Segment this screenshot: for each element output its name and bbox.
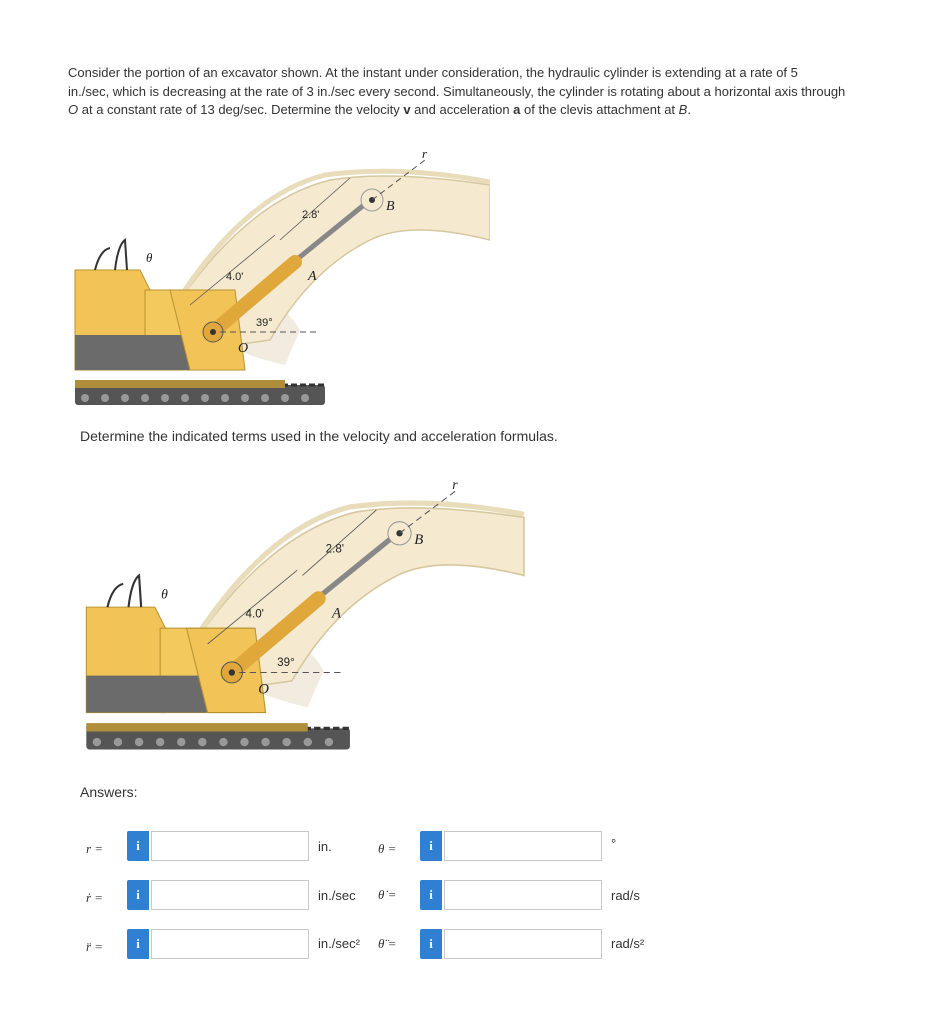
label-b: B [386,199,395,214]
var-theta-label: θ = [378,841,397,856]
excavator-figure-1 [70,140,490,415]
problem-line-2: in./sec, which is decreasing at the rate of 3 in./sec every second. Simultaneously, the cylinder is rotating about a horizontal axis through [68,83,846,99]
info-icon-theta[interactable]: i [420,831,442,861]
dim-2-8: 2.8' [325,542,345,556]
var-rdot-label: ṙ = [86,890,104,905]
answers-label: Answers: [80,784,138,800]
thetaddot-input[interactable] [444,929,602,959]
label-o: O [258,681,269,698]
pin-o-center [229,669,235,675]
problem-line-1: Consider the portion of an excavator shown. At the instant under consideration, the hydraulic cylinder is extending at a rate of 5 [68,65,798,80]
subprompt: Determine the indicated terms used in the velocity and acceleration formulas. [80,428,558,444]
info-icon-thetaddot[interactable]: i [420,929,442,959]
var-rddot-label: r̈ = [86,939,104,954]
track-base [75,380,285,388]
info-icon-rdot[interactable]: i [127,880,149,910]
excavator-figure-2 [80,470,525,760]
info-icon-rddot[interactable]: i [127,929,149,959]
unit-theta: ° [611,836,617,851]
unit-rddot: in./sec² [318,936,360,951]
problem-text: at a constant rate of 13 deg/sec. Determine the velocity [78,102,404,117]
cab-rails [95,240,127,270]
velocity-symbol: v [403,102,411,117]
angle-39: 39° [277,656,295,670]
label-a: A [308,269,317,284]
info-icon-r[interactable]: i [127,831,149,861]
var-thetaddot-label: θ̈ = [378,936,397,951]
label-o: O [238,341,249,356]
thetadot-input[interactable] [444,880,602,910]
theta-input[interactable] [444,831,602,861]
label-theta: θ [161,586,168,602]
point-o: O [68,102,79,117]
problem-line-3 [68,101,888,120]
problem-text: of the clevis attachment at [520,102,679,117]
unit-thetaddot: rad/s² [611,936,645,951]
label-r: r [422,146,428,161]
unit-r: in. [318,839,332,854]
problem-statement [68,64,888,120]
label-r: r [452,476,458,492]
cab-rails [107,575,141,607]
label-b: B [414,531,424,548]
r-input[interactable] [151,831,309,861]
angle-39: 39° [256,317,273,329]
unit-thetadot: rad/s [611,888,640,903]
acceleration-symbol: a [513,102,521,117]
label-a: A [332,605,342,622]
dim-4-0: 4.0' [245,607,264,621]
unit-rdot: in./sec [318,888,356,903]
track-base [86,723,307,731]
point-b: B [678,102,688,117]
dim-2-8: 2.8' [302,209,320,221]
label-theta: θ [146,250,153,265]
rdot-input[interactable] [151,880,309,910]
dim-4-0: 4.0' [226,271,244,283]
var-thetadot-label: θ̇ = [378,887,397,902]
var-r-label: r = [86,841,104,856]
rddot-input[interactable] [151,929,309,959]
problem-text: and acceleration [410,102,514,117]
pin-o-center [210,329,216,335]
problem-text: . [687,102,691,117]
info-icon-thetadot[interactable]: i [420,880,442,910]
